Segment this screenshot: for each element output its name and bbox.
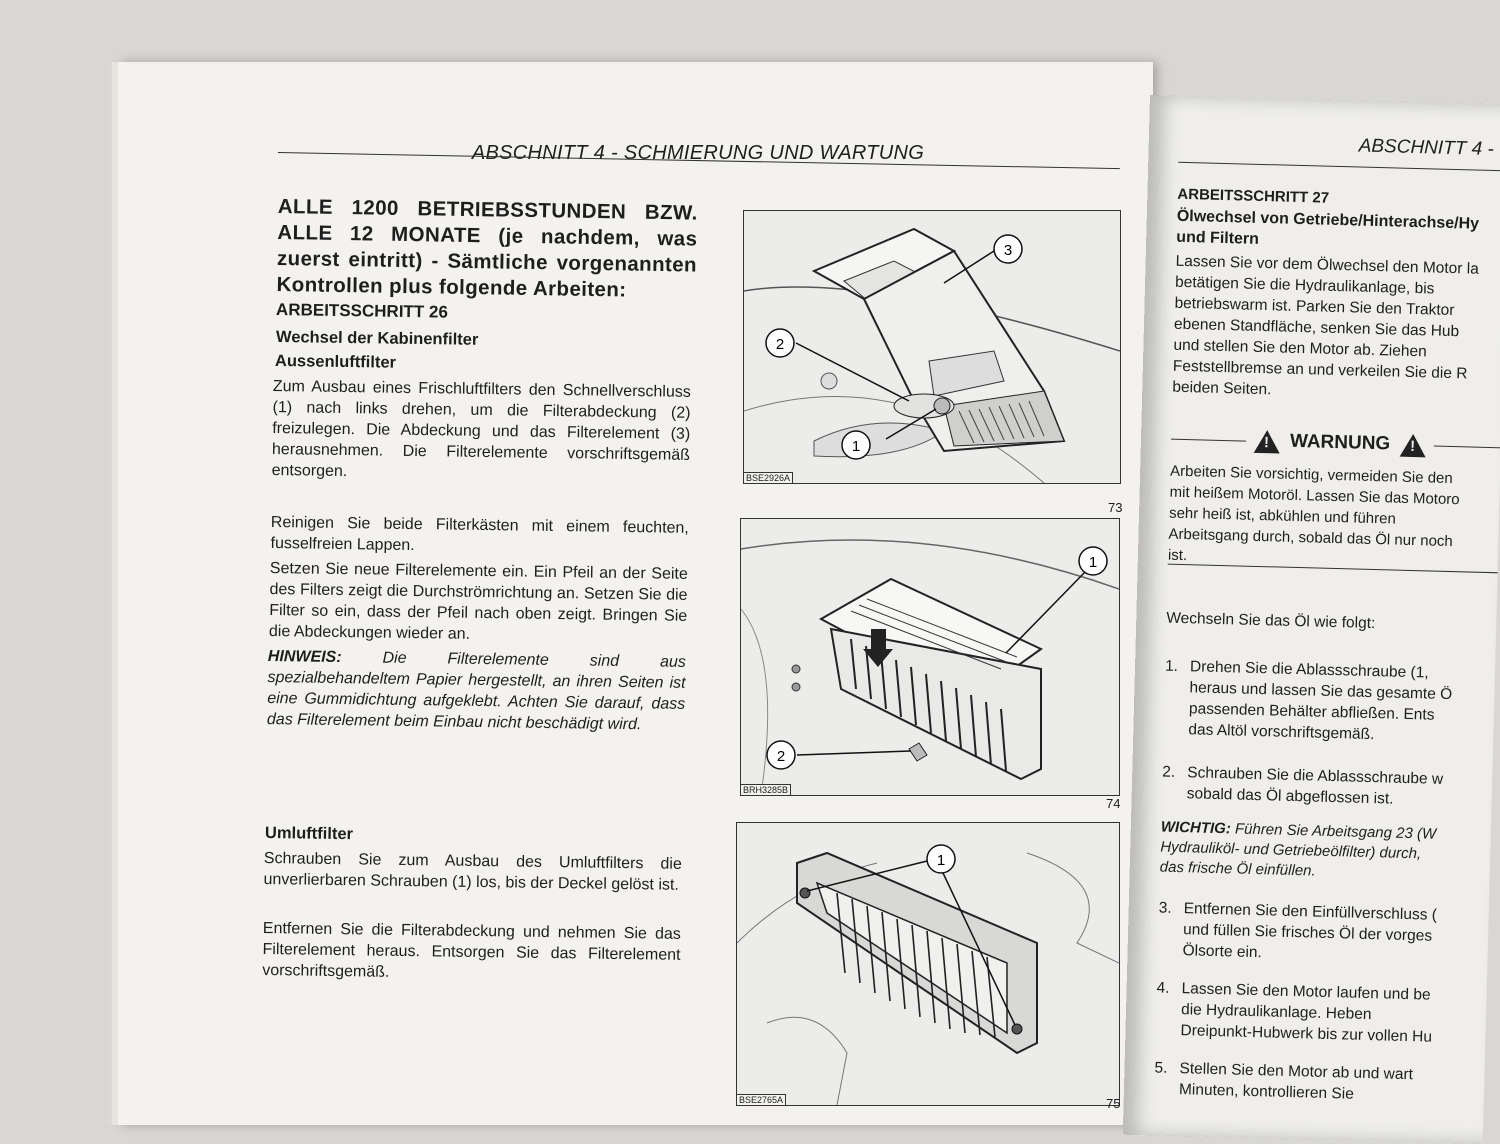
list-item <box>1164 656 1500 744</box>
list-line: Schrauben Sie die Ablassschraube w <box>1187 764 1444 788</box>
warning-line: Arbeitsgang durch, sobald das Öl nur noch <box>1168 525 1453 551</box>
intro-paragraph <box>1172 251 1500 407</box>
list-line: das Altöl vorschriftsgemäß. <box>1188 721 1375 744</box>
callout-1: 1 <box>851 438 861 455</box>
list-item <box>1158 898 1499 962</box>
important-note <box>1160 818 1491 887</box>
list-number: 1. <box>1164 657 1179 675</box>
important-line: das frische Öl einfüllen. <box>1159 858 1316 880</box>
paragraph-recirc-2: Entfernen Sie die Filterabdeckung und nehmen Sie das Filterelement heraus. Entsorgen Sie das Filterelement vorschriftsgemäß. <box>262 919 681 981</box>
list-line: Entfernen Sie den Einfüllverschluss ( <box>1183 900 1438 924</box>
list-number: 5. <box>1154 1059 1168 1077</box>
warning-triangle-icon <box>1400 433 1427 457</box>
list-number: 2. <box>1162 763 1176 781</box>
filter-housing-illustration <box>744 211 1120 483</box>
paragraph-outer-filter: Zum Ausbau eines Frischluftfilters den Schnellverschluss (1) nach links drehen, um die Filterabdeckung (2) freizulegen. Die Abdeckung und das Filterelement (3) herausnehmen. Die Filterelemente vorschriftsgemäß entsorgen. <box>271 377 691 481</box>
heading-line: zuerst eintritt) - Sämtliche vorgenannten <box>276 246 698 277</box>
list-line: Minuten, kontrollieren Sie <box>1178 1081 1355 1103</box>
list-line: heraus und lassen Sie das gesamte Ö <box>1189 679 1453 704</box>
right-page <box>1123 95 1500 1144</box>
note-label: HINWEIS: <box>267 647 342 667</box>
intro-line: betätigen Sie die Hydraulikanlage, bis <box>1174 273 1435 298</box>
list-line: Ölsorte ein. <box>1182 942 1263 962</box>
warning-rule <box>1171 438 1246 441</box>
title-line: Ölwechsel von Getriebe/Hinterachse/Hy <box>1176 207 1480 233</box>
list-number: 3. <box>1158 899 1172 917</box>
section-header-right: ABSCHNITT 4 - <box>1358 135 1495 161</box>
heading-line: ALLE 12 MONATE (je nachdem, was <box>277 220 698 251</box>
intro-line: ebenen Standfläche, senken Sie das Hub <box>1173 315 1460 341</box>
step-title-right: ARBEITSSCHRITT 27 <box>1177 185 1330 207</box>
lead-text: Wechseln Sie das Öl wie folgt: <box>1166 609 1376 633</box>
important-label: WICHTIG: <box>1160 818 1232 838</box>
list-line: Dreipunkt-Hubwerk bis zur vollen Hu <box>1180 1022 1433 1046</box>
warning-label: WARNUNG <box>1289 430 1391 455</box>
warning-rule <box>1434 445 1500 448</box>
figure-number: 73 <box>1108 500 1123 515</box>
callout-3: 3 <box>1003 242 1013 259</box>
note-text: Die Filterelemente sind aus spezialbehandeltem Papier hergestellt, an ihren Seiten ist eine Gummidichtung aufgeklebt. Achten Sie darauf, dass das Filterelement beim Einbau nicht beschädigt wird. <box>266 649 686 734</box>
list-number: 4. <box>1156 979 1170 997</box>
callout-1: 1 <box>1088 554 1098 571</box>
warning-line: mit heißem Motoröl. Lassen Sie das Motoro <box>1169 483 1460 509</box>
figure-outer-filter <box>743 210 1121 484</box>
list-item <box>1162 762 1500 808</box>
figure-code: BSE2765A <box>737 1094 786 1105</box>
important-line: Hydrauliköl- und Getriebeölfilter) durch, <box>1160 838 1422 863</box>
filter-cover-illustration <box>741 519 1119 795</box>
figure-filter-cover <box>740 518 1120 796</box>
note-paragraph <box>267 646 686 736</box>
intro-line: beiden Seiten. <box>1172 378 1272 399</box>
callout-2: 2 <box>775 336 785 353</box>
list-line: passenden Behälter abfließen. Ents <box>1188 700 1435 724</box>
intro-line: und stellen Sie den Motor ab. Ziehen <box>1173 336 1427 361</box>
warning-title <box>1254 429 1427 457</box>
intro-line: Lassen Sie vor dem Ölwechsel den Motor la <box>1175 252 1480 278</box>
step-subtitle-right <box>1176 206 1479 256</box>
figure-number: 75 <box>1106 1096 1121 1111</box>
figure-number: 74 <box>1106 796 1121 811</box>
warning-triangle-icon <box>1254 429 1281 453</box>
figure-code: BSE2926A <box>744 472 793 483</box>
list-line: sobald das Öl abgeflossen ist. <box>1186 785 1394 808</box>
paragraph-clean: Reinigen Sie beide Filterkästen mit einem feuchten, fusselfreien Lappen. <box>270 513 689 555</box>
heading-line: Kontrollen plus folgende Arbeiten: <box>276 272 627 302</box>
section-header: ABSCHNITT 4 - SCHMIERUNG UND WARTUNG <box>471 142 925 164</box>
warning-line: sehr heiß ist, abkühlen und führen <box>1168 504 1397 528</box>
figure-recirc-filter <box>736 822 1120 1106</box>
paragraph-recirc-1: Schrauben Sie zum Ausbau des Umluftfilters die unverlierbaren Schrauben (1) los, bis der Deckel gelöst ist. <box>263 849 682 894</box>
callout-2: 2 <box>776 748 786 765</box>
list-line: Lassen Sie den Motor laufen und be <box>1181 980 1431 1004</box>
section-heading-outer-filter: Aussenluftfilter <box>274 352 397 372</box>
intro-line: betriebswarm ist. Parken Sie den Traktor <box>1174 294 1455 320</box>
callout-1: 1 <box>936 852 946 869</box>
heading-line: ALLE 1200 BETRIEBSSTUNDEN BZW. <box>277 194 698 225</box>
section-heading-recirc-filter: Umluftfilter <box>264 824 354 844</box>
list-line: Drehen Sie die Ablassschraube (1, <box>1189 658 1429 682</box>
important-line: Führen Sie Arbeitsgang 23 (W <box>1234 820 1437 843</box>
title-line: und Filtern <box>1176 228 1260 248</box>
list-line: die Hydraulikanlage. Heben <box>1180 1001 1372 1024</box>
warning-banner <box>1171 426 1500 461</box>
recirc-filter-illustration <box>737 823 1119 1105</box>
interval-heading <box>276 194 698 305</box>
step-title: ARBEITSSCHRITT 26 <box>275 300 449 322</box>
left-page <box>118 62 1153 1125</box>
warning-line: ist. <box>1167 546 1188 565</box>
warning-line: Arbeiten Sie vorsichtig, vermeiden Sie den <box>1169 462 1453 488</box>
intro-line: Feststellbremse an und verkeilen Sie die R <box>1172 357 1468 383</box>
list-item <box>1156 977 1497 1046</box>
step-subtitle: Wechsel der Kabinenfilter <box>275 328 479 349</box>
list-item <box>1154 1057 1495 1103</box>
warning-paragraph <box>1168 461 1500 575</box>
list-line: und füllen Sie frisches Öl der vorges <box>1182 921 1433 945</box>
header-rule <box>1178 162 1500 172</box>
figure-code: BRH3285B <box>741 784 791 795</box>
list-line: Stellen Sie den Motor ab und wart <box>1179 1060 1414 1084</box>
paragraph-insert-filter: Setzen Sie neue Filterelemente ein. Ein Pfeil an der Seite des Filters zeigt die Durchströmrichtung an. Setzen Sie die Filter so ein, dass der Pfeil nach oben zeigt. Bringen Sie die Abdeckungen wieder an. <box>268 559 688 643</box>
